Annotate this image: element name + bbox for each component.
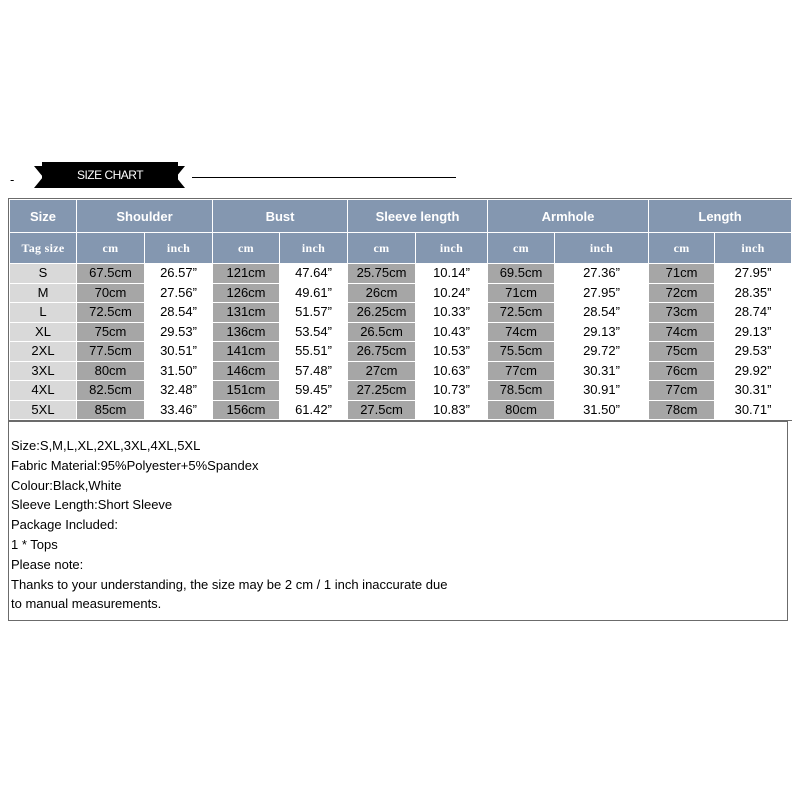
cell-value: 26.57” <box>145 264 213 284</box>
cell-value: 75cm <box>649 342 715 362</box>
cell-value: 76cm <box>649 361 715 381</box>
cell-size: M <box>10 283 77 303</box>
header-size: Size <box>10 200 77 233</box>
cell-value: 29.53” <box>715 342 792 362</box>
cell-value: 72.5cm <box>488 303 555 323</box>
cell-value: 53.54” <box>280 322 348 342</box>
cell-value: 30.31” <box>715 381 792 401</box>
cell-value: 30.51” <box>145 342 213 362</box>
cell-size: 2XL <box>10 342 77 362</box>
subheader-inch: inch <box>280 233 348 264</box>
cell-value: 27.95” <box>555 283 649 303</box>
cell-value: 151cm <box>213 381 280 401</box>
cell-value: 59.45” <box>280 381 348 401</box>
cell-value: 29.72” <box>555 342 649 362</box>
note-accuracy-cont: to manual measurements. <box>11 596 162 612</box>
subheader-cm: cm <box>348 233 416 264</box>
banner-rule <box>192 177 456 178</box>
cell-value: 28.54” <box>555 303 649 323</box>
cell-value: 121cm <box>213 264 280 284</box>
cell-value: 27.56” <box>145 283 213 303</box>
cell-value: 10.14” <box>416 264 488 284</box>
cell-value: 30.91” <box>555 381 649 401</box>
cell-value: 29.13” <box>555 322 649 342</box>
cell-size: S <box>10 264 77 284</box>
cell-value: 26cm <box>348 283 416 303</box>
cell-value: 29.13” <box>715 322 792 342</box>
cell-value: 136cm <box>213 322 280 342</box>
cell-value: 77cm <box>488 361 555 381</box>
cell-value: 70cm <box>77 283 145 303</box>
cell-value: 32.48” <box>145 381 213 401</box>
cell-value: 85cm <box>77 400 145 420</box>
header-length: Length <box>649 200 792 233</box>
note-package-label: Package Included: <box>11 517 118 533</box>
cell-value: 55.51” <box>280 342 348 362</box>
cell-value: 141cm <box>213 342 280 362</box>
cell-value: 10.43” <box>416 322 488 342</box>
cell-value: 29.53” <box>145 322 213 342</box>
header-shoulder: Shoulder <box>77 200 213 233</box>
ribbon-right-tail <box>176 166 185 188</box>
cell-value: 30.71” <box>715 400 792 420</box>
cell-value: 27cm <box>348 361 416 381</box>
cell-value: 75.5cm <box>488 342 555 362</box>
cell-value: 75cm <box>77 322 145 342</box>
table-row <box>10 303 792 323</box>
cell-value: 156cm <box>213 400 280 420</box>
header-armhole: Armhole <box>488 200 649 233</box>
cell-value: 26.75cm <box>348 342 416 362</box>
cell-value: 80cm <box>77 361 145 381</box>
cell-size: XL <box>10 322 77 342</box>
subheader-inch: inch <box>715 233 792 264</box>
cell-value: 10.33” <box>416 303 488 323</box>
banner-dash: - <box>10 173 15 187</box>
cell-value: 71cm <box>649 264 715 284</box>
cell-value: 51.57” <box>280 303 348 323</box>
size-table-container <box>8 198 792 421</box>
group-header-row <box>10 200 792 233</box>
cell-value: 33.46” <box>145 400 213 420</box>
cell-value: 25.75cm <box>348 264 416 284</box>
cell-value: 57.48” <box>280 361 348 381</box>
cell-value: 27.5cm <box>348 400 416 420</box>
subheader-cm: cm <box>213 233 280 264</box>
cell-value: 28.54” <box>145 303 213 323</box>
subheader-inch: inch <box>416 233 488 264</box>
cell-value: 78.5cm <box>488 381 555 401</box>
table-row <box>10 381 792 401</box>
cell-value: 146cm <box>213 361 280 381</box>
subheader-cm: cm <box>77 233 145 264</box>
cell-value: 61.42” <box>280 400 348 420</box>
cell-value: 82.5cm <box>77 381 145 401</box>
cell-value: 80cm <box>488 400 555 420</box>
size-chart-banner <box>8 160 458 194</box>
banner-title: SIZE CHART <box>42 162 178 188</box>
note-accuracy: Thanks to your understanding, the size may be 2 cm / 1 inch inaccurate due <box>11 576 448 592</box>
cell-value: 28.74” <box>715 303 792 323</box>
unit-header-row <box>10 233 792 264</box>
cell-value: 74cm <box>649 322 715 342</box>
cell-value: 10.83” <box>416 400 488 420</box>
cell-value: 74cm <box>488 322 555 342</box>
cell-value: 28.35” <box>715 283 792 303</box>
cell-value: 31.50” <box>145 361 213 381</box>
cell-value: 67.5cm <box>77 264 145 284</box>
cell-value: 27.36” <box>555 264 649 284</box>
table-row <box>10 264 792 284</box>
cell-value: 78cm <box>649 400 715 420</box>
table-row <box>10 342 792 362</box>
cell-value: 72.5cm <box>77 303 145 323</box>
cell-value: 77cm <box>649 381 715 401</box>
cell-value: 72cm <box>649 283 715 303</box>
cell-value: 31.50” <box>555 400 649 420</box>
table-row <box>10 283 792 303</box>
cell-size: 4XL <box>10 381 77 401</box>
cell-value: 126cm <box>213 283 280 303</box>
subheader-tag-size: Tag size <box>10 233 77 264</box>
subheader-cm: cm <box>649 233 715 264</box>
note-fabric: Fabric Material:95%Polyester+5%Spandex <box>11 457 259 473</box>
cell-value: 49.61” <box>280 283 348 303</box>
cell-value: 10.63” <box>416 361 488 381</box>
cell-value: 10.24” <box>416 283 488 303</box>
cell-value: 30.31” <box>555 361 649 381</box>
cell-value: 131cm <box>213 303 280 323</box>
note-please-note: Please note: <box>11 556 84 572</box>
subheader-inch: inch <box>555 233 649 264</box>
cell-value: 29.92” <box>715 361 792 381</box>
note-sizes: Size:S,M,L,XL,2XL,3XL,4XL,5XL <box>11 438 201 453</box>
cell-value: 71cm <box>488 283 555 303</box>
table-row <box>10 322 792 342</box>
cell-value: 10.73” <box>416 381 488 401</box>
subheader-inch: inch <box>145 233 213 264</box>
header-sleeve-length: Sleeve length <box>348 200 488 233</box>
cell-value: 69.5cm <box>488 264 555 284</box>
note-colour: Colour:Black,White <box>11 477 122 493</box>
header-bust: Bust <box>213 200 348 233</box>
table-row <box>10 400 792 420</box>
cell-size: L <box>10 303 77 323</box>
cell-value: 10.53” <box>416 342 488 362</box>
cell-value: 26.5cm <box>348 322 416 342</box>
cell-value: 47.64” <box>280 264 348 284</box>
cell-value: 77.5cm <box>77 342 145 362</box>
cell-value: 26.25cm <box>348 303 416 323</box>
note-package-contents: 1 * Tops <box>11 536 58 552</box>
subheader-cm: cm <box>488 233 555 264</box>
size-table <box>9 199 792 420</box>
table-row <box>10 361 792 381</box>
cell-size: 3XL <box>10 361 77 381</box>
cell-value: 27.25cm <box>348 381 416 401</box>
cell-value: 73cm <box>649 303 715 323</box>
cell-size: 5XL <box>10 400 77 420</box>
product-notes <box>8 421 788 621</box>
cell-value: 27.95” <box>715 264 792 284</box>
note-sleeve-length: Sleeve Length:Short Sleeve <box>11 497 173 513</box>
